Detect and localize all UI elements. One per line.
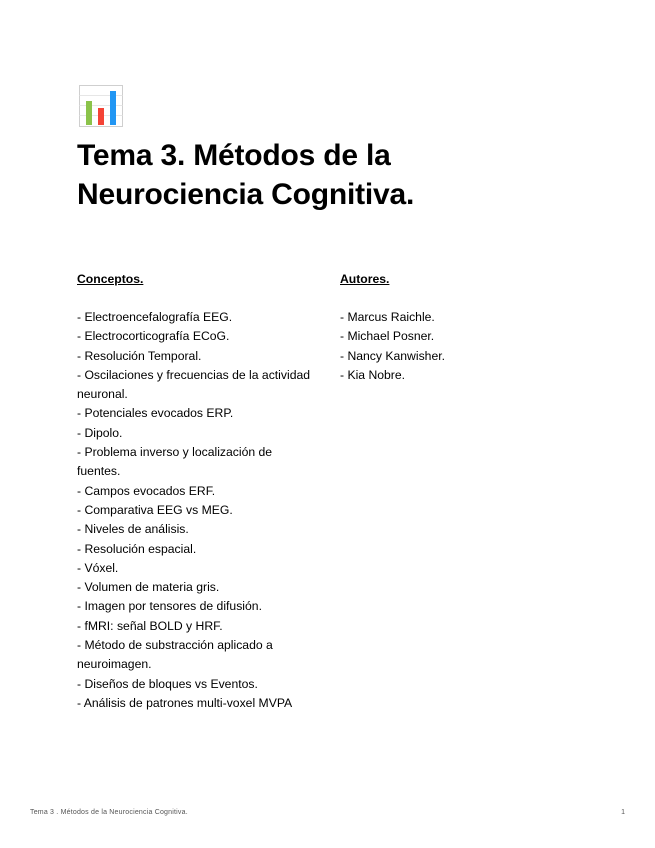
list-item: - Niveles de análisis. (77, 522, 189, 537)
bar-blue (110, 91, 116, 125)
list-item: - Diseños de bloques vs Eventos. (77, 676, 258, 691)
page-number: 1 (621, 809, 625, 816)
list-item: - Michael Posner. (340, 329, 435, 344)
list-item: - Electroencefalografía EEG. (77, 310, 233, 324)
list-item: - Potenciales evocados ERP. (77, 406, 234, 421)
list-item: - fMRI: señal BOLD y HRF. (77, 618, 223, 633)
list-item: - Vóxel. (77, 560, 119, 575)
list-item: - Dipolo. (77, 425, 123, 440)
bar-green (86, 101, 92, 125)
list-item: - Resolución espacial. (77, 541, 197, 556)
concepts-section (77, 270, 317, 713)
list-item: - Comparativa EEG vs MEG. (77, 502, 233, 517)
footer-title: Tema 3 . Métodos de la Neurociencia Cognitiva. (30, 809, 188, 816)
list-item: - Resolución Temporal. (77, 348, 202, 363)
list-item: - Problema inverso y localización de fuentes. (77, 445, 273, 479)
list-item: - Análisis de patrones multi-voxel MVPA (77, 695, 293, 710)
authors-section (340, 270, 540, 385)
bar-chart-icon (79, 85, 123, 127)
concepts-list (77, 308, 317, 713)
list-item: - Nancy Kanwisher. (340, 348, 445, 363)
authors-list (340, 308, 540, 385)
concepts-heading: Conceptos. (77, 272, 144, 286)
page-title: Tema 3. Métodos de la Neurociencia Cognitiva. (77, 139, 415, 211)
list-item: - Kia Nobre. (340, 367, 406, 382)
list-item: - Volumen de materia gris. (77, 580, 220, 595)
list-item: - Oscilaciones y frecuencias de la actividad neuronal. (77, 367, 311, 402)
bar-red (98, 108, 104, 125)
list-item: - Electrocorticografía ECoG. (77, 329, 230, 344)
list-item: - Imagen por tensores de difusión. (77, 599, 262, 614)
list-item: - Método de substracción aplicado a neuroimagen. (77, 638, 273, 672)
list-item: - Marcus Raichle. (340, 310, 435, 324)
authors-heading: Autores. (340, 272, 390, 286)
list-item: - Campos evocados ERF. (77, 483, 216, 498)
